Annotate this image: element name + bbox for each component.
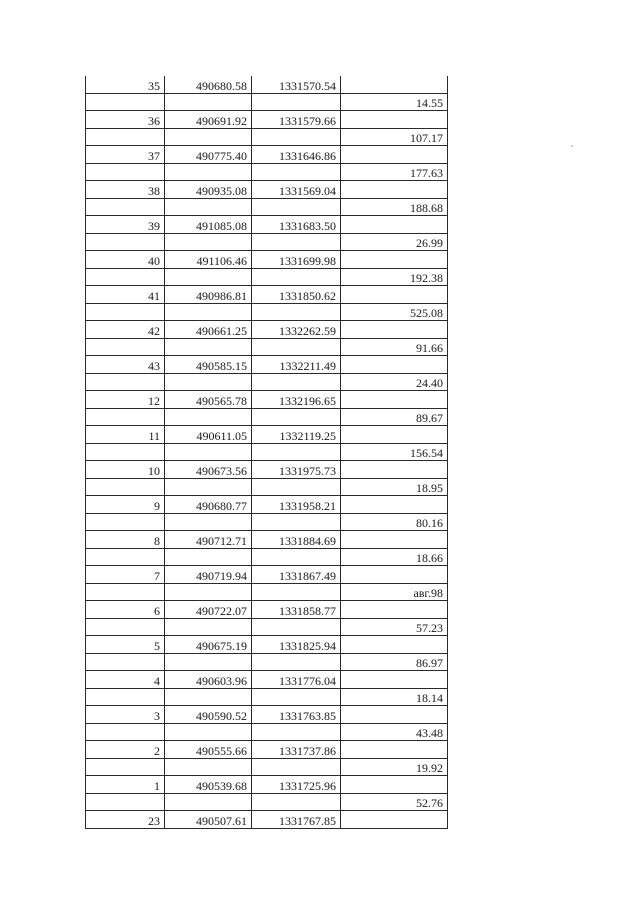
- empty-cell: [86, 583, 165, 601]
- point-row: [86, 706, 448, 724]
- point-number-cell: 37: [86, 146, 165, 164]
- empty-distance-cell: [341, 76, 448, 93]
- distance-cell: 86.97: [341, 653, 448, 671]
- empty-cell: [252, 338, 341, 356]
- x-coordinate-cell: 490680.58: [165, 76, 252, 93]
- empty-cell: [86, 233, 165, 251]
- empty-cell: [252, 653, 341, 671]
- x-coordinate-cell: 490712.71: [165, 531, 252, 549]
- empty-cell: [165, 198, 252, 216]
- empty-distance-cell: [341, 601, 448, 619]
- x-coordinate-cell: 490603.96: [165, 671, 252, 689]
- distance-cell: 26.99: [341, 233, 448, 251]
- empty-cell: [252, 303, 341, 321]
- distance-cell: 156.54: [341, 443, 448, 461]
- point-row: [86, 391, 448, 409]
- distance-cell: 18.95: [341, 478, 448, 496]
- point-row: [86, 76, 448, 93]
- y-coordinate-cell: 1332211.49: [252, 356, 341, 374]
- empty-cell: [252, 128, 341, 146]
- point-number-cell: 1: [86, 776, 165, 794]
- distance-cell: 43.48: [341, 723, 448, 741]
- empty-cell: [86, 373, 165, 391]
- empty-distance-cell: [341, 321, 448, 339]
- distance-cell: 24.40: [341, 373, 448, 391]
- point-row: [86, 111, 448, 129]
- empty-cell: [252, 373, 341, 391]
- distance-row: [86, 513, 448, 531]
- distance-cell: 52.76: [341, 793, 448, 811]
- point-number-cell: 42: [86, 321, 165, 339]
- empty-cell: [165, 408, 252, 426]
- distance-row: [86, 338, 448, 356]
- point-row: [86, 566, 448, 584]
- empty-cell: [165, 268, 252, 286]
- empty-cell: [252, 478, 341, 496]
- y-coordinate-cell: 1331850.62: [252, 286, 341, 304]
- y-coordinate-cell: 1331825.94: [252, 636, 341, 654]
- coordinates-table-body: [86, 76, 448, 828]
- empty-cell: [252, 233, 341, 251]
- point-row: [86, 496, 448, 514]
- y-coordinate-cell: 1331763.85: [252, 706, 341, 724]
- y-coordinate-cell: 1331699.98: [252, 251, 341, 269]
- empty-cell: [252, 408, 341, 426]
- empty-cell: [252, 93, 341, 111]
- point-number-cell: 7: [86, 566, 165, 584]
- empty-distance-cell: [341, 741, 448, 759]
- empty-cell: [165, 443, 252, 461]
- y-coordinate-cell: 1331683.50: [252, 216, 341, 234]
- distance-row: [86, 548, 448, 566]
- distance-cell: 91.66: [341, 338, 448, 356]
- empty-cell: [165, 338, 252, 356]
- empty-cell: [86, 653, 165, 671]
- x-coordinate-cell: 491106.46: [165, 251, 252, 269]
- y-coordinate-cell: 1331737.86: [252, 741, 341, 759]
- empty-distance-cell: [341, 216, 448, 234]
- point-row: [86, 251, 448, 269]
- empty-cell: [252, 513, 341, 531]
- x-coordinate-cell: 490611.05: [165, 426, 252, 444]
- empty-cell: [252, 548, 341, 566]
- point-number-cell: 40: [86, 251, 165, 269]
- distance-row: [86, 128, 448, 146]
- point-number-cell: 35: [86, 76, 165, 93]
- point-row: [86, 531, 448, 549]
- empty-cell: [252, 583, 341, 601]
- empty-cell: [86, 303, 165, 321]
- point-row: [86, 741, 448, 759]
- empty-cell: [165, 618, 252, 636]
- distance-cell: 89.67: [341, 408, 448, 426]
- empty-cell: [86, 93, 165, 111]
- distance-cell: 177.63: [341, 163, 448, 181]
- distance-row: [86, 163, 448, 181]
- point-number-cell: 23: [86, 811, 165, 829]
- x-coordinate-cell: 490722.07: [165, 601, 252, 619]
- x-coordinate-cell: 490661.25: [165, 321, 252, 339]
- distance-cell: 80.16: [341, 513, 448, 531]
- point-row: [86, 321, 448, 339]
- point-number-cell: 10: [86, 461, 165, 479]
- x-coordinate-cell: 490539.68: [165, 776, 252, 794]
- distance-row: [86, 758, 448, 776]
- distance-cell: 192.38: [341, 268, 448, 286]
- point-number-cell: 6: [86, 601, 165, 619]
- y-coordinate-cell: 1332119.25: [252, 426, 341, 444]
- y-coordinate-cell: 1332196.65: [252, 391, 341, 409]
- empty-cell: [165, 583, 252, 601]
- x-coordinate-cell: 490719.94: [165, 566, 252, 584]
- distance-row: [86, 233, 448, 251]
- empty-distance-cell: [341, 461, 448, 479]
- empty-cell: [252, 198, 341, 216]
- distance-cell: 107.17: [341, 128, 448, 146]
- distance-cell: 525.08: [341, 303, 448, 321]
- distance-row: [86, 373, 448, 391]
- empty-distance-cell: [341, 671, 448, 689]
- y-coordinate-cell: 1331767.85: [252, 811, 341, 829]
- distance-cell: 14.55: [341, 93, 448, 111]
- point-row: [86, 146, 448, 164]
- empty-cell: [86, 128, 165, 146]
- empty-cell: [86, 548, 165, 566]
- point-number-cell: 38: [86, 181, 165, 199]
- empty-cell: [165, 93, 252, 111]
- y-coordinate-cell: 1331579.66: [252, 111, 341, 129]
- empty-cell: [86, 793, 165, 811]
- empty-cell: [252, 618, 341, 636]
- point-number-cell: 43: [86, 356, 165, 374]
- distance-row: [86, 618, 448, 636]
- distance-cell: авг.98: [341, 583, 448, 601]
- empty-distance-cell: [341, 111, 448, 129]
- empty-cell: [86, 688, 165, 706]
- empty-distance-cell: [341, 496, 448, 514]
- point-row: [86, 636, 448, 654]
- x-coordinate-cell: 490986.81: [165, 286, 252, 304]
- x-coordinate-cell: 490675.19: [165, 636, 252, 654]
- x-coordinate-cell: 490691.92: [165, 111, 252, 129]
- point-row: [86, 601, 448, 619]
- distance-row: [86, 723, 448, 741]
- distance-row: [86, 268, 448, 286]
- empty-cell: [165, 513, 252, 531]
- y-coordinate-cell: 1331884.69: [252, 531, 341, 549]
- empty-cell: [165, 548, 252, 566]
- empty-cell: [252, 758, 341, 776]
- point-number-cell: 3: [86, 706, 165, 724]
- distance-row: [86, 198, 448, 216]
- empty-cell: [252, 268, 341, 286]
- empty-distance-cell: [341, 286, 448, 304]
- point-row: [86, 461, 448, 479]
- empty-distance-cell: [341, 181, 448, 199]
- point-row: [86, 811, 448, 829]
- point-number-cell: 9: [86, 496, 165, 514]
- distance-row: [86, 688, 448, 706]
- empty-cell: [86, 513, 165, 531]
- x-coordinate-cell: 490673.56: [165, 461, 252, 479]
- point-row: [86, 356, 448, 374]
- empty-cell: [165, 303, 252, 321]
- distance-cell: 18.66: [341, 548, 448, 566]
- distance-cell: 57.23: [341, 618, 448, 636]
- x-coordinate-cell: 490555.66: [165, 741, 252, 759]
- empty-distance-cell: [341, 566, 448, 584]
- distance-row: [86, 408, 448, 426]
- point-number-cell: 36: [86, 111, 165, 129]
- empty-cell: [165, 758, 252, 776]
- y-coordinate-cell: 1331958.21: [252, 496, 341, 514]
- point-row: [86, 426, 448, 444]
- y-coordinate-cell: 1331867.49: [252, 566, 341, 584]
- y-coordinate-cell: 1331975.73: [252, 461, 341, 479]
- x-coordinate-cell: 490775.40: [165, 146, 252, 164]
- y-coordinate-cell: 1331569.04: [252, 181, 341, 199]
- empty-distance-cell: [341, 776, 448, 794]
- point-number-cell: 4: [86, 671, 165, 689]
- empty-cell: [86, 338, 165, 356]
- point-number-cell: 39: [86, 216, 165, 234]
- y-coordinate-cell: 1331646.86: [252, 146, 341, 164]
- empty-cell: [165, 793, 252, 811]
- scan-speck: [571, 145, 573, 147]
- empty-cell: [252, 163, 341, 181]
- empty-cell: [165, 688, 252, 706]
- empty-cell: [86, 618, 165, 636]
- empty-distance-cell: [341, 391, 448, 409]
- empty-cell: [86, 198, 165, 216]
- empty-distance-cell: [341, 531, 448, 549]
- x-coordinate-cell: 490590.52: [165, 706, 252, 724]
- distance-row: [86, 653, 448, 671]
- empty-distance-cell: [341, 356, 448, 374]
- point-number-cell: 12: [86, 391, 165, 409]
- point-number-cell: 41: [86, 286, 165, 304]
- distance-row: [86, 583, 448, 601]
- point-number-cell: 5: [86, 636, 165, 654]
- empty-cell: [252, 443, 341, 461]
- empty-cell: [165, 653, 252, 671]
- point-row: [86, 181, 448, 199]
- point-number-cell: 11: [86, 426, 165, 444]
- coordinates-table: [85, 76, 448, 829]
- y-coordinate-cell: 1331570.54: [252, 76, 341, 93]
- empty-cell: [252, 688, 341, 706]
- point-number-cell: 2: [86, 741, 165, 759]
- empty-cell: [86, 478, 165, 496]
- empty-cell: [165, 478, 252, 496]
- empty-distance-cell: [341, 706, 448, 724]
- y-coordinate-cell: 1331858.77: [252, 601, 341, 619]
- empty-cell: [86, 723, 165, 741]
- distance-row: [86, 93, 448, 111]
- point-row: [86, 776, 448, 794]
- point-row: [86, 671, 448, 689]
- point-row: [86, 286, 448, 304]
- distance-cell: 18.14: [341, 688, 448, 706]
- y-coordinate-cell: 1331725.96: [252, 776, 341, 794]
- empty-distance-cell: [341, 146, 448, 164]
- empty-cell: [86, 268, 165, 286]
- x-coordinate-cell: 490935.08: [165, 181, 252, 199]
- x-coordinate-cell: 490680.77: [165, 496, 252, 514]
- x-coordinate-cell: 490565.78: [165, 391, 252, 409]
- empty-distance-cell: [341, 636, 448, 654]
- empty-cell: [165, 128, 252, 146]
- x-coordinate-cell: 490507.61: [165, 811, 252, 829]
- empty-distance-cell: [341, 426, 448, 444]
- empty-cell: [165, 373, 252, 391]
- point-row: [86, 216, 448, 234]
- empty-distance-cell: [341, 811, 448, 829]
- x-coordinate-cell: 491085.08: [165, 216, 252, 234]
- y-coordinate-cell: 1331776.04: [252, 671, 341, 689]
- x-coordinate-cell: 490585.15: [165, 356, 252, 374]
- empty-cell: [165, 233, 252, 251]
- empty-distance-cell: [341, 251, 448, 269]
- distance-row: [86, 443, 448, 461]
- distance-row: [86, 793, 448, 811]
- empty-cell: [86, 443, 165, 461]
- distance-row: [86, 303, 448, 321]
- empty-cell: [86, 163, 165, 181]
- empty-cell: [86, 758, 165, 776]
- empty-cell: [252, 793, 341, 811]
- empty-cell: [86, 408, 165, 426]
- point-number-cell: 8: [86, 531, 165, 549]
- empty-cell: [165, 723, 252, 741]
- empty-cell: [252, 723, 341, 741]
- distance-row: [86, 478, 448, 496]
- distance-cell: 188.68: [341, 198, 448, 216]
- distance-cell: 19.92: [341, 758, 448, 776]
- y-coordinate-cell: 1332262.59: [252, 321, 341, 339]
- empty-cell: [165, 163, 252, 181]
